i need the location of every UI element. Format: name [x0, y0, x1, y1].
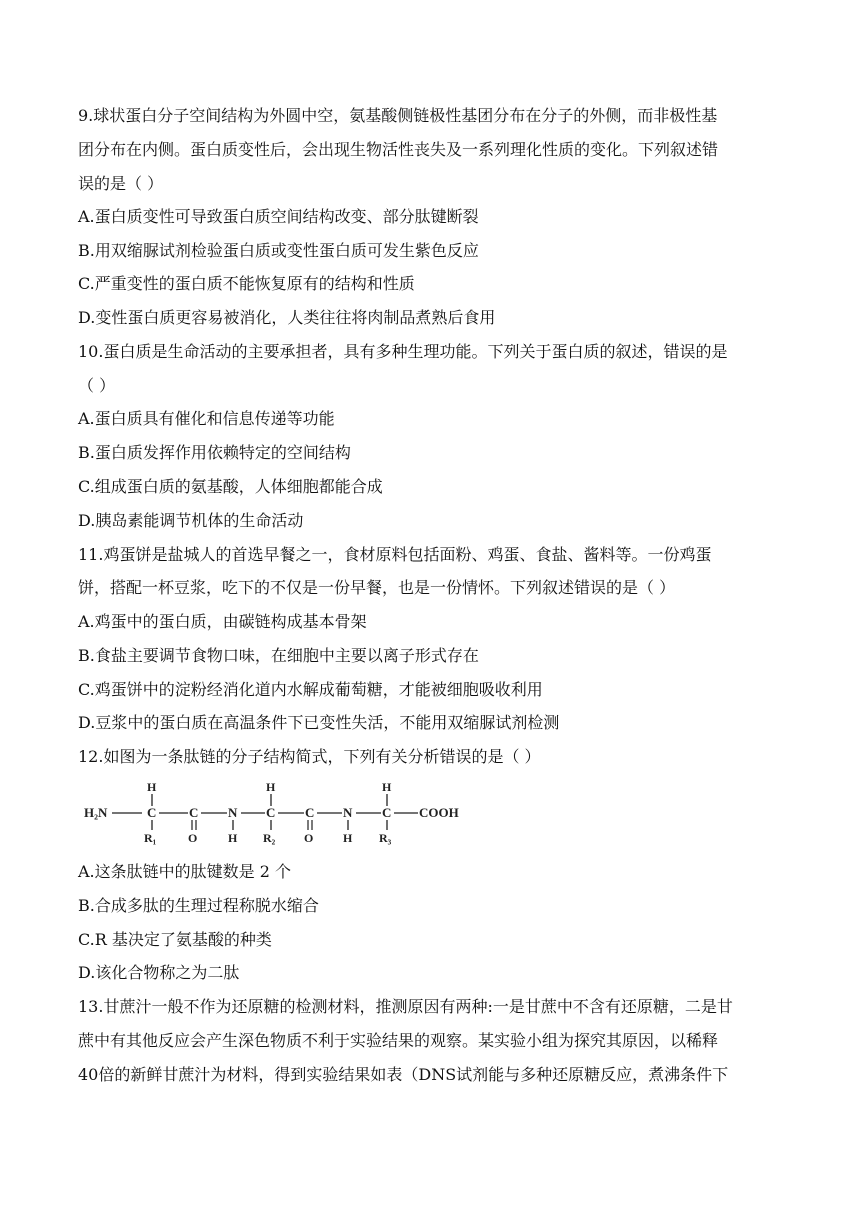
- struct-n-2: N: [343, 805, 353, 820]
- struct-h-top-1: H: [147, 780, 157, 794]
- q11-option-b: B.食盐主要调节食物口味，在细胞中主要以离子形式存在: [78, 646, 479, 665]
- q13-stem-line-2: 蔗中有其他反应会产生深色物质不利于实验结果的观察。某实验小组为探究其原因，以稀释: [78, 1031, 719, 1050]
- struct-c-carbonyl-2: C: [305, 805, 315, 820]
- q10-stem-line-1: 10.蛋白质是生命活动的主要承担者，具有多种生理功能。下列关于蛋白质的叙述，错误的是: [78, 342, 728, 361]
- q11-option-d: D.豆浆中的蛋白质在高温条件下已变性失活，不能用双缩脲试剂检测: [78, 713, 560, 732]
- peptide-structure-figure: [84, 780, 484, 850]
- q9-option-c: C.严重变性的蛋白质不能恢复原有的结构和性质: [78, 274, 415, 293]
- q11-stem-line-1: 11.鸡蛋饼是盐城人的首选早餐之一，食材原料包括面粉、鸡蛋、食盐、酱料等。一份鸡蛋: [78, 545, 712, 564]
- struct-o-2: O: [304, 831, 314, 845]
- struct-h-top-3: H: [382, 780, 392, 794]
- struct-n-1: N: [228, 805, 238, 820]
- q12-option-c: C.R 基决定了氨基酸的种类: [78, 930, 272, 949]
- struct-r2: R₂: [263, 831, 276, 845]
- struct-c-alpha-3: C: [382, 805, 392, 820]
- struct-c-carbonyl-1: C: [189, 805, 199, 820]
- q9-stem-line-2: 团分布在内侧。蛋白质变性后，会出现生物活性丧失及一系列理化性质的变化。下列叙述错: [78, 140, 719, 159]
- q11-stem-line-2: 饼，搭配一杯豆浆，吃下的不仅是一份早餐，也是一份情怀。下列叙述错误的是（ ）: [78, 578, 676, 597]
- struct-h-top-2: H: [266, 780, 276, 794]
- struct-o-1: O: [188, 831, 198, 845]
- q9-option-b: B.用双缩脲试剂检验蛋白质或变性蛋白质可发生紫色反应: [78, 241, 479, 260]
- q9-option-d: D.变性蛋白质更容易被消化，人类往往将肉制品煮熟后食用: [78, 308, 496, 327]
- struct-c-alpha-2: C: [266, 805, 276, 820]
- q13-stem-line-1: 13.甘蔗汁一般不作为还原糖的检测材料，推测原因有两种:一是甘蔗中不含有还原糖，二是甘: [78, 997, 733, 1016]
- q12-option-d: D.该化合物称之为二肽: [78, 963, 240, 982]
- q11-option-a: A.鸡蛋中的蛋白质，由碳链构成基本骨架: [78, 612, 367, 631]
- q10-option-c: C.组成蛋白质的氨基酸，人体细胞都能合成: [78, 477, 383, 496]
- q12-option-b: B.合成多肽的生理过程称脱水缩合: [78, 896, 319, 915]
- q11-option-c: C.鸡蛋饼中的淀粉经消化道内水解成葡萄糖，才能被细胞吸收利用: [78, 680, 543, 699]
- struct-c-alpha-1: C: [147, 805, 157, 820]
- q10-option-a: A.蛋白质具有催化和信息传递等功能: [78, 409, 335, 428]
- q10-option-b: B.蛋白质发挥作用依赖特定的空间结构: [78, 443, 351, 462]
- struct-cooh: COOH: [419, 805, 459, 820]
- q9-stem-line-3: 误的是（ ）: [78, 174, 164, 193]
- q13-stem-line-3: 40倍的新鲜甘蔗汁为材料，得到实验结果如表（DNS试剂能与多种还原糖反应，煮沸条件下: [78, 1065, 729, 1084]
- q9-stem-line-1: 9.球状蛋白分子空间结构为外圆中空，氨基酸侧链极性基团分布在分子的外侧，而非极性基: [78, 106, 718, 125]
- struct-h2n: H₂N: [84, 805, 108, 820]
- q9-option-a: A.蛋白质变性可导致蛋白质空间结构改变、部分肽键断裂: [78, 207, 479, 226]
- struct-h-bottom-2: H: [343, 831, 353, 845]
- struct-h-bottom-1: H: [228, 831, 238, 845]
- q12-option-a: A.这条肽链中的肽键数是 2 个: [78, 862, 291, 881]
- q10-stem-line-2: （ ）: [78, 376, 116, 395]
- q10-option-d: D.胰岛素能调节机体的生命活动: [78, 511, 304, 530]
- struct-r3: R₃: [379, 831, 392, 845]
- struct-r1: R₁: [144, 831, 157, 845]
- q12-stem-line-1: 12.如图为一条肽链的分子结构简式，下列有关分析错误的是（ ）: [78, 747, 541, 766]
